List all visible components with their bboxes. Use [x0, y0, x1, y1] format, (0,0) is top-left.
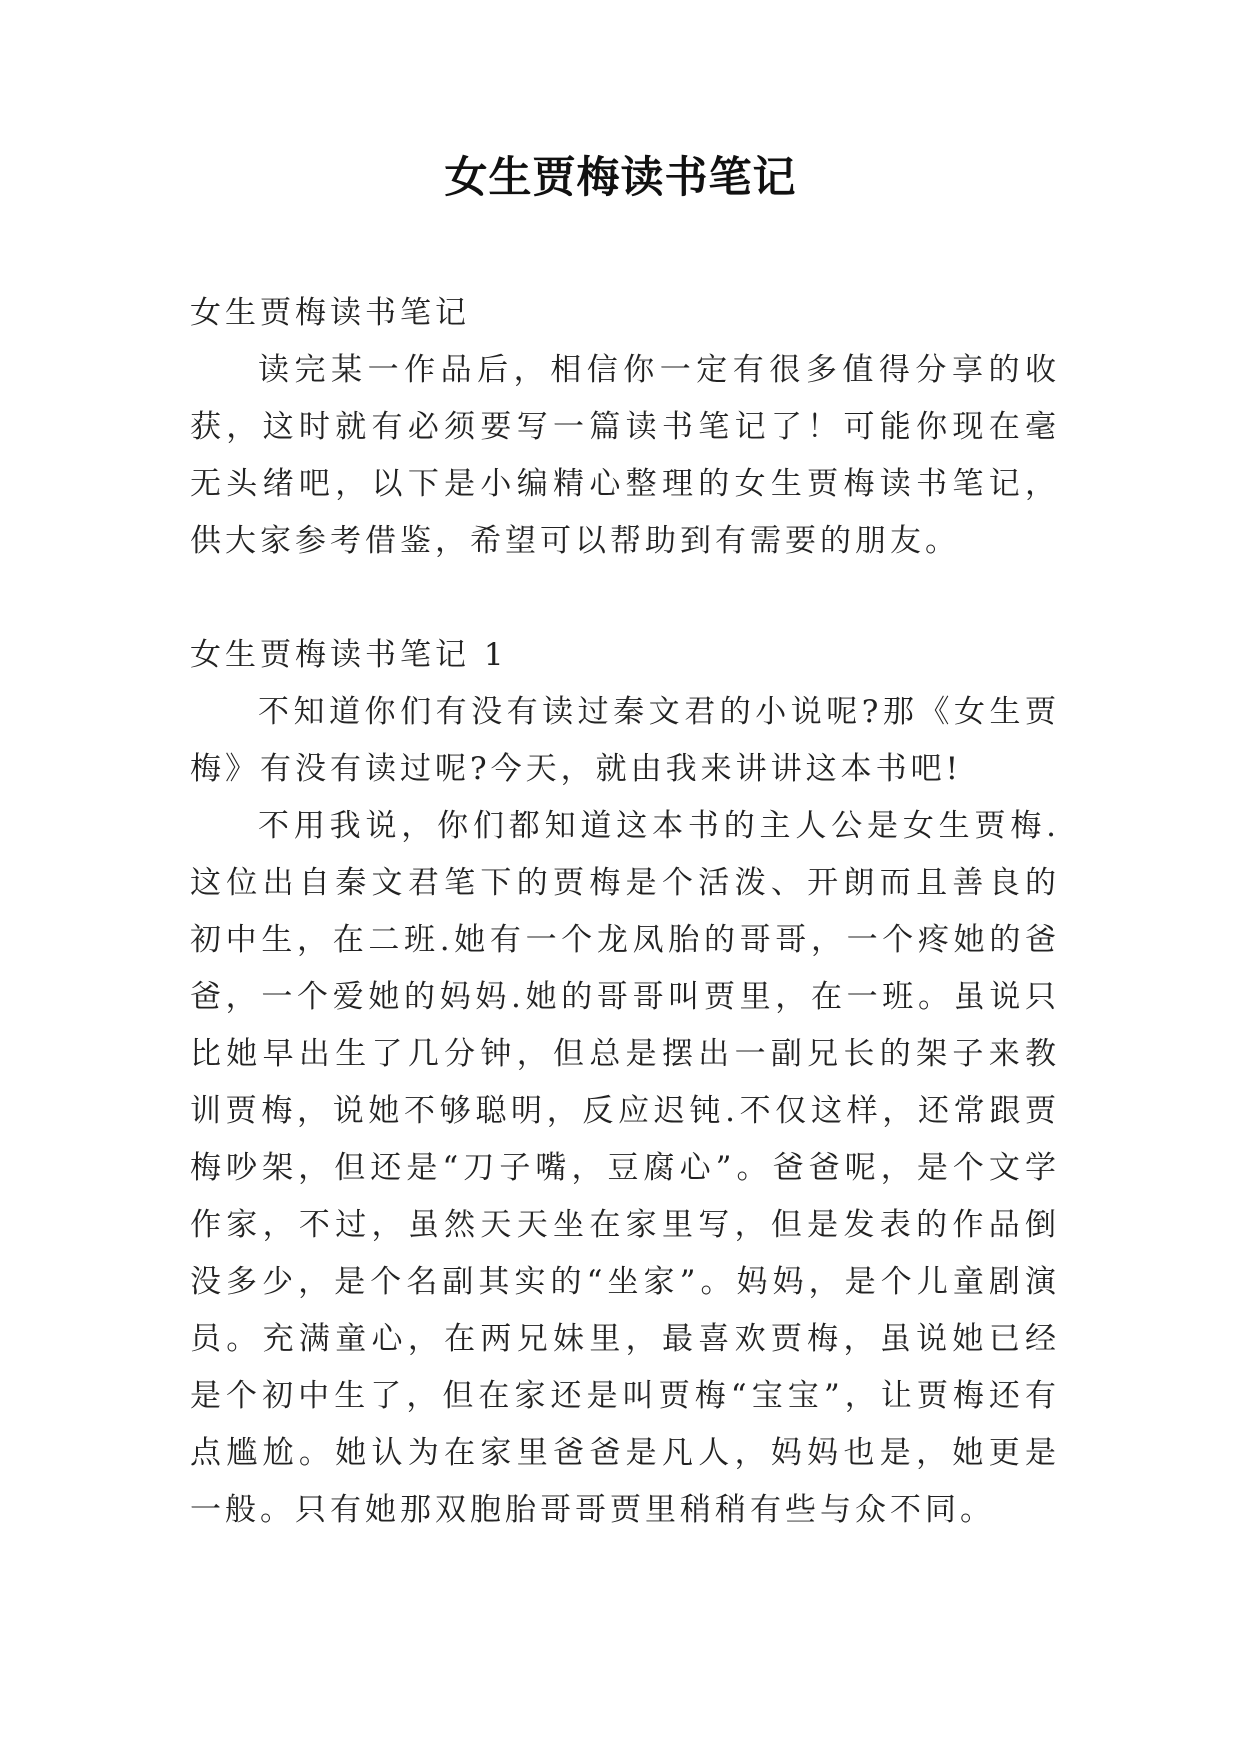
- section1-heading: 女生贾梅读书笔记 1: [190, 637, 508, 673]
- section1-paragraph-1: 不知道你们有没有读过秦文君的小说呢?那《女生贾梅》有没有读过呢?今天，就由我来讲讲这本书吧!: [190, 694, 1060, 787]
- document-title: 女生贾梅读书笔记: [444, 153, 797, 203]
- intro-heading: 女生贾梅读书笔记: [190, 295, 470, 331]
- section1-paragraph-2: 不用我说，你们都知道这本书的主人公是女生贾梅.这位出自秦文君笔下的贾梅是个活泼、开朗而且善良的初中生，在二班.她有一个龙凤胎的哥哥，一个疼她的爸爸，一个爱她的妈妈.她的哥哥叫贾里，在一班。虽说只比她早出生了几分钟，但总是摆出一副兄长的架子来教训贾梅，说她不够聪明，反应迟钝.不仅这样，还常跟贾梅吵架，但还是“刀子嘴，豆腐心”。爸爸呢，是个文学作家，不过，虽然天天坐在家里写，但是发表的作品倒没多少，是个名副其实的“坐家”。妈妈，是个儿童剧演员。充满童心，在两兄妹里，最喜欢贾梅，虽说她已经是个初中生了，但在家还是叫贾梅“宝宝”，让贾梅还有点尴尬。她认为在家里爸爸是凡人，妈妈也是，她更是一般。只有她那双胞胎哥哥贾里稍稍有些与众不同。: [190, 808, 1060, 1528]
- intro-paragraph: 读完某一作品后，相信你一定有很多值得分享的收获，这时就有必须要写一篇读书笔记了！可能你现在毫无头绪吧，以下是小编精心整理的女生贾梅读书笔记，供大家参考借鉴，希望可以帮助到有需要的朋友。: [190, 352, 1060, 559]
- document-body: [190, 285, 1060, 1539]
- section-spacer: [190, 570, 1060, 627]
